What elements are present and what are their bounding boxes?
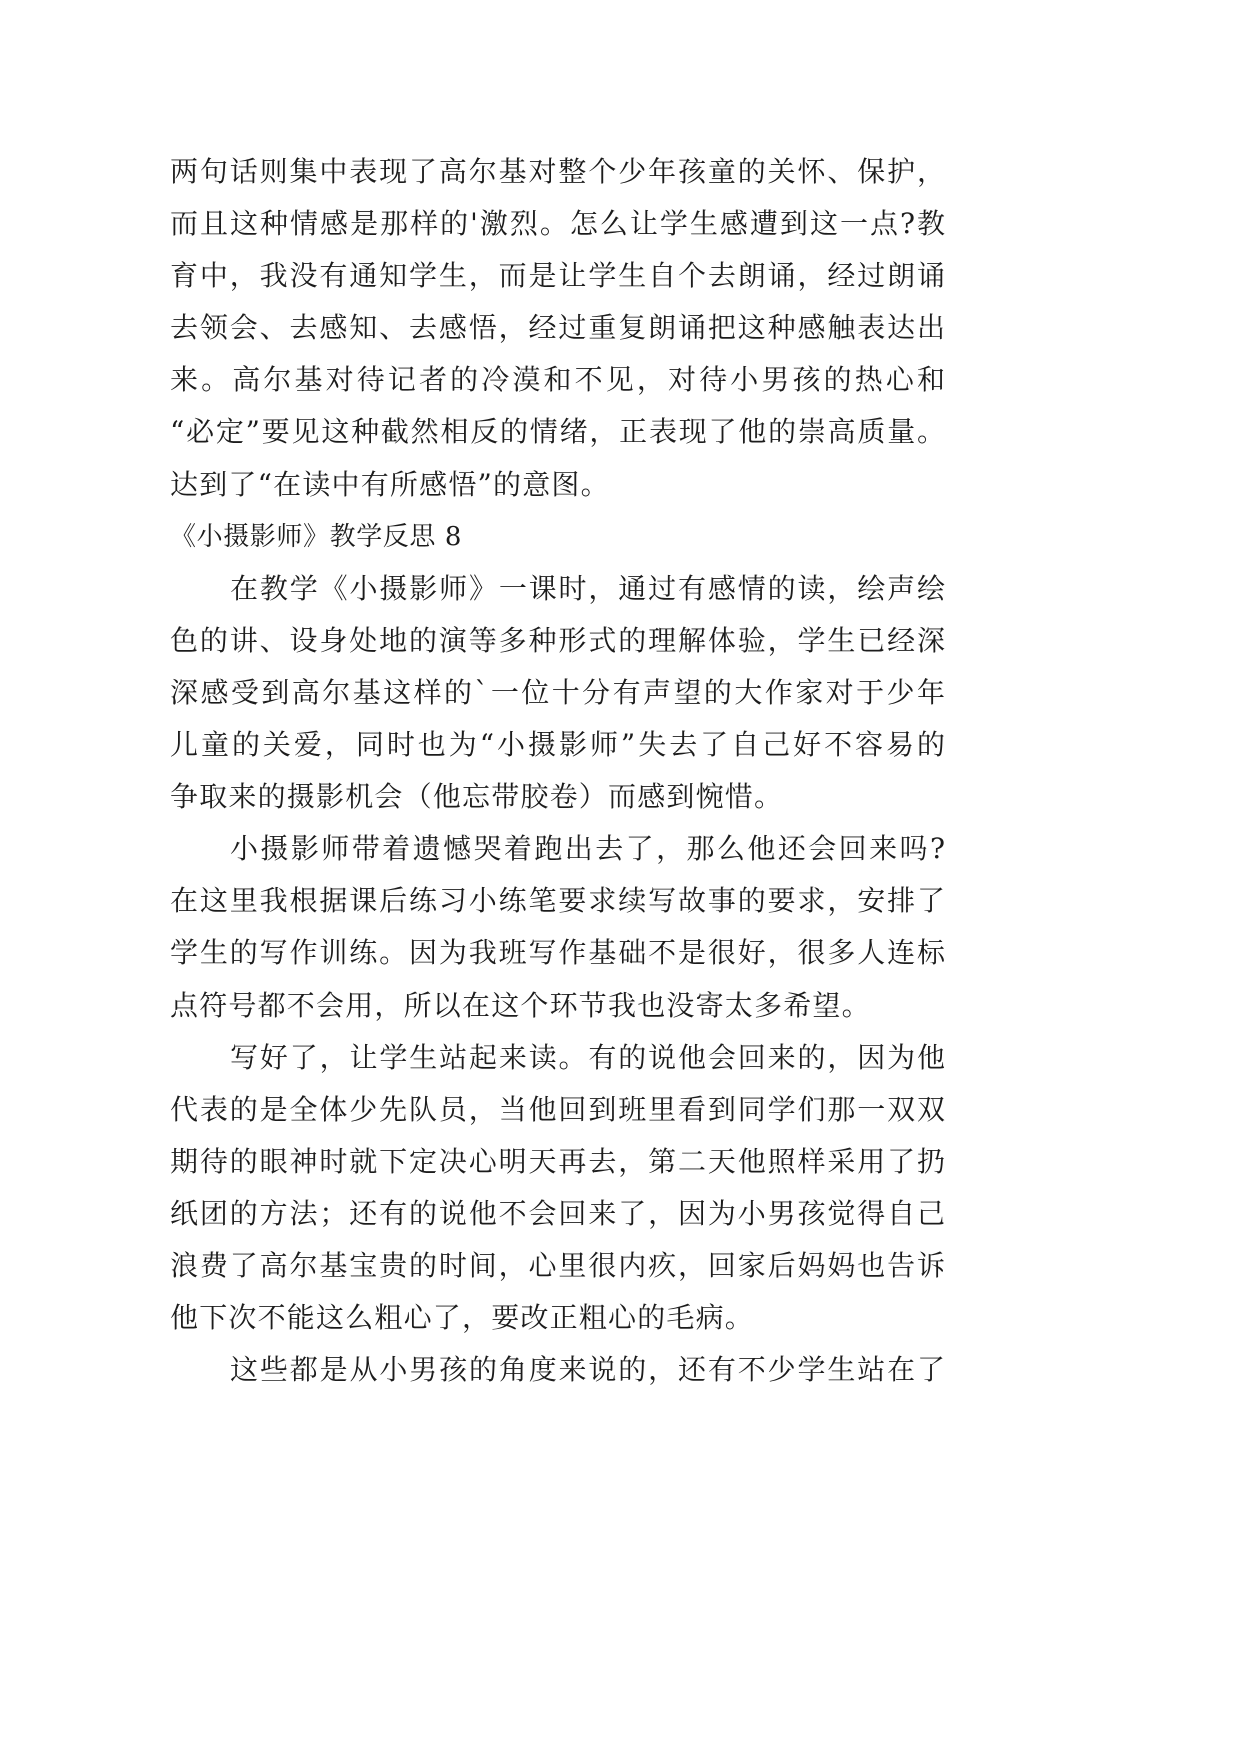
text-line: 写好了，让学生站起来读。有的说他会回来的，因为他	[230, 1040, 945, 1074]
text-line: 期待的眼神时就下定决心明天再去，第二天他照样采用了扔	[170, 1144, 945, 1178]
text-line: 育中，我没有通知学生，而是让学生自个去朗诵，经过朗诵	[170, 259, 945, 293]
text-line: 代表的是全体少先队员，当他回到班里看到同学们那一双双	[170, 1092, 945, 1126]
text-line: 小摄影师带着遗憾哭着跑出去了，那么他还会回来吗?	[230, 832, 945, 866]
text-line: 去领会、去感知、去感悟，经过重复朗诵把这种感触表达出	[170, 311, 945, 345]
text-line: 达到了“在读中有所感悟”的意图。	[170, 467, 610, 501]
text-line: 这些都是从小男孩的角度来说的，还有不少学生站在了	[230, 1353, 945, 1387]
text-line: 而且这种情感是那样的'激烈。怎么让学生感遭到这一点?教	[170, 207, 945, 241]
text-line: 争取来的摄影机会（他忘带胶卷）而感到惋惜。	[170, 780, 784, 814]
text-line: 色的讲、设身处地的演等多种形式的理解体验，学生已经深	[170, 623, 945, 657]
text-line: 浪费了高尔基宝贵的时间，心里很内疚，回家后妈妈也告诉	[170, 1248, 945, 1282]
paragraph	[170, 563, 945, 823]
text-line: “必定”要见这种截然相反的情绪，正表现了他的崇高质量。	[170, 415, 945, 449]
text-line: 深感受到高尔基这样的`一位十分有声望的大作家对于少年	[170, 675, 945, 709]
text-line: 纸团的方法；还有的说他不会回来了，因为小男孩觉得自己	[170, 1196, 945, 1230]
paragraph	[170, 1344, 945, 1396]
paragraph	[170, 1032, 945, 1345]
section-title: 《小摄影师》教学反思 8	[170, 521, 463, 552]
text-line: 学生的写作训练。因为我班写作基础不是很好，很多人连标	[170, 936, 945, 970]
text-column	[170, 146, 945, 1396]
text-line: 来。高尔基对待记者的冷漠和不见，对待小男孩的热心和	[170, 363, 945, 397]
paragraph	[170, 823, 945, 1031]
continued-paragraph	[170, 146, 945, 511]
text-line: 点符号都不会用，所以在这个环节我也没寄太多希望。	[170, 988, 871, 1022]
text-line: 在这里我根据课后练习小练笔要求续写故事的要求，安排了	[170, 884, 945, 918]
text-line: 他下次不能这么粗心了，要改正粗心的毛病。	[170, 1301, 755, 1335]
text-line: 在教学《小摄影师》一课时，通过有感情的读，绘声绘	[230, 571, 945, 605]
text-line: 儿童的关爱，同时也为“小摄影师”失去了自己好不容易的	[170, 728, 945, 762]
text-line: 两句话则集中表现了高尔基对整个少年孩童的关怀、保护，	[170, 155, 945, 188]
